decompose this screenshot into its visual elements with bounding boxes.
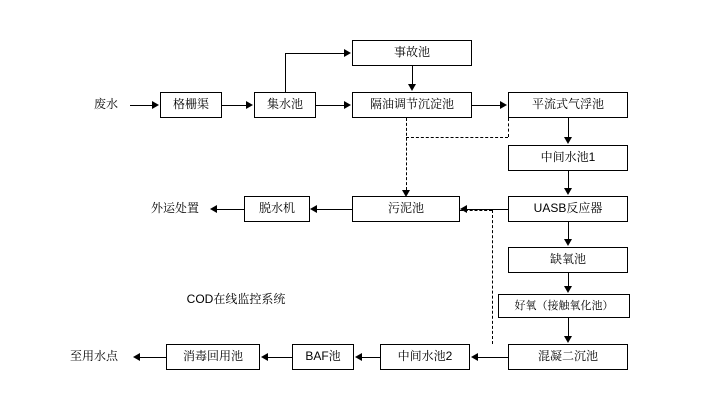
arrow-dewater-disposal — [210, 205, 217, 213]
arrow-collect-oilsep — [344, 101, 351, 109]
edge-sludge-dewater — [317, 209, 352, 210]
node-grid-channel: 格栅渠 — [160, 92, 222, 118]
arrow-uasb-sludge — [460, 205, 467, 213]
arrow-baf-disinfect — [261, 353, 268, 361]
arrow-accident-oilsep — [408, 84, 416, 91]
edge-oilsep-airfloat — [472, 105, 500, 106]
edge-accident-oilsep — [412, 66, 413, 84]
arrow-anoxic-aerobic — [564, 286, 572, 293]
arrow-uasb-anoxic — [564, 239, 572, 246]
edge-inlet-grid — [130, 105, 152, 106]
edge-baf-disinfect — [268, 357, 292, 358]
arrow-oilsep-sludge-dashed — [402, 190, 410, 197]
edge-airfloat-midtank1 — [568, 118, 569, 137]
node-water-use-point: 至用水点 — [69, 349, 118, 364]
node-air-flotation-tank: 平流式气浮池 — [508, 92, 628, 118]
edge-grid-collect — [222, 105, 246, 106]
node-cod-online-monitoring-system: COD在线监控系统 — [186, 292, 286, 307]
node-sludge-tank: 污泥池 — [352, 196, 460, 222]
arrow-oilsep-airfloat — [500, 101, 507, 109]
arrow-midtank1-uasb — [564, 188, 572, 195]
node-accident-tank: 事故池 — [352, 40, 472, 66]
edge-oilsep-sludge-dashed — [406, 118, 407, 190]
edge-disinfect-reuse — [140, 357, 166, 358]
edge-anoxic-aerobic — [568, 273, 569, 286]
edge-collect-accident-vertical — [285, 53, 286, 92]
arrow-collect-accident — [344, 49, 351, 57]
node-inlet: 废水 — [93, 97, 118, 112]
node-oil-separation-tank: 隔油调节沉淀池 — [352, 92, 472, 118]
node-disinfection-reuse-tank: 消毒回用池 — [166, 344, 260, 370]
node-external-disposal: 外运处置 — [150, 201, 199, 216]
edge-midtank1-uasb — [568, 171, 569, 188]
edge-coagsed-sludge-dashed-v — [492, 210, 493, 344]
arrow-grid-collect — [246, 101, 253, 109]
node-anoxic-tank: 缺氧池 — [508, 247, 628, 273]
arrow-coagsed-midtank2 — [471, 353, 478, 361]
arrow-airfloat-midtank1 — [564, 137, 572, 144]
node-intermediate-tank-1: 中间水池1 — [508, 145, 628, 171]
edge-midtank2-baf — [362, 357, 380, 358]
arrow-inlet-grid — [152, 101, 159, 109]
edge-aerobic-coagsed — [568, 318, 569, 336]
edge-coagsed-midtank2 — [478, 357, 508, 358]
node-collection-tank: 集水池 — [254, 92, 316, 118]
node-dewatering-machine: 脱水机 — [244, 196, 310, 222]
edge-airfloat-sludge-dashed-h — [406, 137, 508, 138]
arrow-aerobic-coagsed — [564, 336, 572, 343]
node-intermediate-tank-2: 中间水池2 — [380, 344, 470, 370]
edge-collect-accident-horizontal — [285, 53, 344, 54]
edge-coagsed-sludge-dashed-h — [460, 210, 492, 211]
edge-uasb-anoxic — [568, 222, 569, 239]
node-aerobic-contact-oxidation-tank: 好氧（接触氧化池） — [498, 294, 630, 318]
arrow-disinfect-reuse — [133, 353, 140, 361]
arrow-midtank2-baf — [355, 353, 362, 361]
edge-airfloat-sludge-dashed-v — [508, 118, 509, 137]
node-uasb-reactor: UASB反应器 — [508, 196, 628, 222]
edge-dewater-disposal — [217, 209, 244, 210]
arrow-sludge-dewater — [310, 205, 317, 213]
node-coagulation-secondary-sedimentation-tank: 混凝二沉池 — [508, 344, 628, 370]
node-baf-tank: BAF池 — [292, 344, 354, 370]
edge-collect-oilsep — [316, 105, 344, 106]
